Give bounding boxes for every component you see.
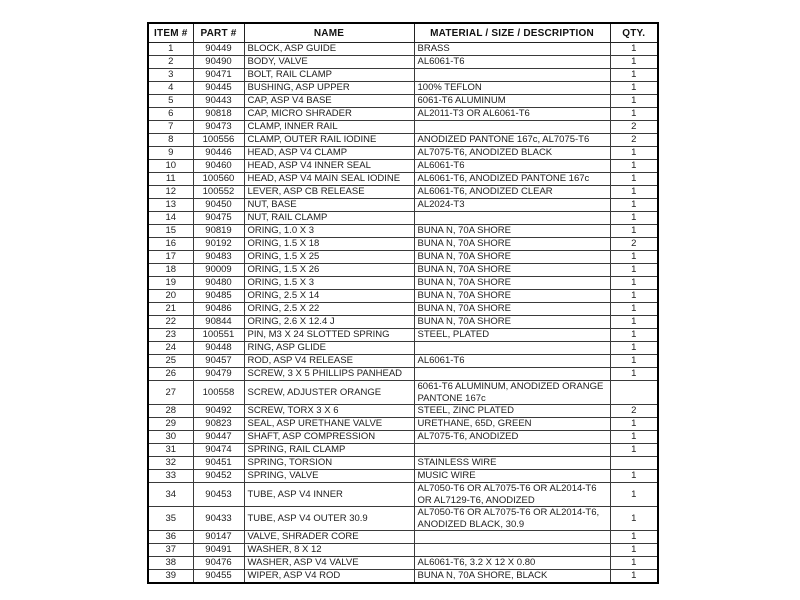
cell-qty: 1 [610,82,658,95]
cell-item: 10 [148,160,193,173]
table-row [148,418,658,431]
cell-name: CAP, MICRO SHRADER [244,108,414,121]
cell-material: AL6061-T6, 3.2 X 12 X 0.80 [414,557,610,570]
cell-item: 31 [148,444,193,457]
cell-qty [610,457,658,470]
cell-qty: 2 [610,238,658,251]
table-row [148,457,658,470]
cell-item: 37 [148,544,193,557]
col-header-qty: QTY. [610,23,658,43]
cell-item: 23 [148,329,193,342]
cell-qty: 1 [610,147,658,160]
cell-part: 90447 [193,431,244,444]
cell-item: 36 [148,531,193,544]
table-row [148,557,658,570]
cell-qty: 1 [610,570,658,584]
table-row [148,381,658,405]
cell-material: BUNA N, 70A SHORE [414,251,610,264]
cell-material: STAINLESS WIRE [414,457,610,470]
cell-qty: 1 [610,212,658,225]
cell-name: CAP, ASP V4 BASE [244,95,414,108]
cell-material: BUNA N, 70A SHORE [414,303,610,316]
cell-name: WASHER, ASP V4 VALVE [244,557,414,570]
cell-material: BUNA N, 70A SHORE [414,225,610,238]
cell-qty: 1 [610,277,658,290]
cell-qty: 1 [610,329,658,342]
cell-name: ORING, 1.5 X 25 [244,251,414,264]
cell-material [414,69,610,82]
cell-part: 90475 [193,212,244,225]
cell-material: STEEL, ZINC PLATED [414,405,610,418]
cell-name: ORING, 2.5 X 14 [244,290,414,303]
cell-item: 17 [148,251,193,264]
parts-table [147,22,659,584]
cell-name: SPRING, VALVE [244,470,414,483]
col-header-material: MATERIAL / SIZE / DESCRIPTION [414,23,610,43]
cell-qty [610,381,658,405]
cell-material: ANODIZED PANTONE 167c, AL7075-T6 [414,134,610,147]
table-row [148,303,658,316]
table-row [148,160,658,173]
cell-part: 90443 [193,95,244,108]
cell-part: 90471 [193,69,244,82]
table-row [148,470,658,483]
table-row [148,544,658,557]
cell-name: PIN, M3 X 24 SLOTTED SPRING [244,329,414,342]
cell-name: SCREW, 3 X 5 PHILLIPS PANHEAD [244,368,414,381]
table-row [148,355,658,368]
cell-item: 13 [148,199,193,212]
cell-qty: 1 [610,225,658,238]
cell-part: 90492 [193,405,244,418]
cell-name: ORING, 2.5 X 22 [244,303,414,316]
table-row [148,173,658,186]
cell-qty: 1 [610,290,658,303]
cell-material: AL6061-T6 [414,56,610,69]
cell-material [414,342,610,355]
cell-part: 90819 [193,225,244,238]
cell-item: 34 [148,483,193,507]
cell-part: 100558 [193,381,244,405]
cell-name: ORING, 1.0 X 3 [244,225,414,238]
table-row [148,277,658,290]
cell-material: BUNA N, 70A SHORE [414,264,610,277]
col-header-name: NAME [244,23,414,43]
cell-name: HEAD, ASP V4 INNER SEAL [244,160,414,173]
cell-part: 90448 [193,342,244,355]
table-row [148,368,658,381]
cell-qty: 2 [610,134,658,147]
cell-qty: 1 [610,531,658,544]
cell-part: 90483 [193,251,244,264]
cell-part: 90480 [193,277,244,290]
table-row [148,251,658,264]
cell-name: ROD, ASP V4 RELEASE [244,355,414,368]
cell-item: 18 [148,264,193,277]
cell-item: 35 [148,507,193,531]
table-row [148,264,658,277]
cell-name: SCREW, ADJUSTER ORANGE [244,381,414,405]
cell-material [414,531,610,544]
cell-qty: 1 [610,43,658,56]
cell-item: 16 [148,238,193,251]
cell-part: 90476 [193,557,244,570]
cell-name: SCREW, TORX 3 X 6 [244,405,414,418]
cell-material: 6061-T6 ALUMINUM [414,95,610,108]
cell-part: 100556 [193,134,244,147]
cell-qty: 2 [610,121,658,134]
cell-name: NUT, BASE [244,199,414,212]
cell-material: BUNA N, 70A SHORE [414,290,610,303]
table-row [148,134,658,147]
table-row [148,108,658,121]
cell-part: 90445 [193,82,244,95]
col-header-item: ITEM # [148,23,193,43]
cell-qty: 1 [610,368,658,381]
cell-name: LEVER, ASP CB RELEASE [244,186,414,199]
cell-qty: 1 [610,251,658,264]
cell-name: WIPER, ASP V4 ROD [244,570,414,584]
cell-part: 100551 [193,329,244,342]
cell-item: 30 [148,431,193,444]
table-row [148,531,658,544]
cell-part: 90457 [193,355,244,368]
table-row [148,238,658,251]
table-row [148,329,658,342]
cell-part: 100552 [193,186,244,199]
cell-item: 20 [148,290,193,303]
cell-material: BUNA N, 70A SHORE [414,316,610,329]
cell-item: 39 [148,570,193,584]
cell-name: TUBE, ASP V4 OUTER 30.9 [244,507,414,531]
cell-part: 100560 [193,173,244,186]
cell-qty: 1 [610,303,658,316]
cell-item: 15 [148,225,193,238]
cell-part: 90450 [193,199,244,212]
cell-item: 12 [148,186,193,199]
cell-material: AL6061-T6 [414,355,610,368]
cell-material: URETHANE, 65D, GREEN [414,418,610,431]
cell-part: 90844 [193,316,244,329]
cell-item: 32 [148,457,193,470]
cell-qty: 2 [610,405,658,418]
cell-name: ORING, 2.6 X 12.4 J [244,316,414,329]
cell-item: 5 [148,95,193,108]
cell-name: CLAMP, INNER RAIL [244,121,414,134]
cell-item: 1 [148,43,193,56]
cell-material: 100% TEFLON [414,82,610,95]
cell-part: 90479 [193,368,244,381]
cell-material: BUNA N, 70A SHORE [414,238,610,251]
cell-name: HEAD, ASP V4 CLAMP [244,147,414,160]
cell-qty: 1 [610,483,658,507]
cell-item: 21 [148,303,193,316]
cell-material: AL7075-T6, ANODIZED BLACK [414,147,610,160]
cell-material: AL6061-T6, ANODIZED PANTONE 167c [414,173,610,186]
cell-name: BODY, VALVE [244,56,414,69]
cell-part: 90446 [193,147,244,160]
cell-qty: 1 [610,264,658,277]
table-row [148,147,658,160]
cell-qty: 1 [610,160,658,173]
cell-qty: 1 [610,470,658,483]
cell-qty: 1 [610,544,658,557]
cell-qty: 1 [610,108,658,121]
cell-part: 90491 [193,544,244,557]
cell-material [414,368,610,381]
cell-item: 24 [148,342,193,355]
table-row [148,225,658,238]
cell-part: 90009 [193,264,244,277]
cell-name: BOLT, RAIL CLAMP [244,69,414,82]
cell-qty: 1 [610,355,658,368]
cell-part: 90823 [193,418,244,431]
cell-name: CLAMP, OUTER RAIL IODINE [244,134,414,147]
cell-item: 27 [148,381,193,405]
cell-material [414,212,610,225]
table-row [148,290,658,303]
cell-material: BUNA N, 70A SHORE, BLACK [414,570,610,584]
table-row [148,507,658,531]
cell-item: 14 [148,212,193,225]
table-row [148,212,658,225]
cell-item: 33 [148,470,193,483]
cell-name: VALVE, SHRADER CORE [244,531,414,544]
cell-name: SPRING, RAIL CLAMP [244,444,414,457]
cell-item: 29 [148,418,193,431]
cell-part: 90818 [193,108,244,121]
cell-qty: 1 [610,507,658,531]
cell-part: 90455 [193,570,244,584]
table-row [148,431,658,444]
cell-item: 28 [148,405,193,418]
table-body [148,43,658,584]
table-row [148,570,658,584]
cell-material: BRASS [414,43,610,56]
cell-qty: 1 [610,56,658,69]
table-row [148,405,658,418]
table-row [148,316,658,329]
cell-part: 90453 [193,483,244,507]
cell-part: 90473 [193,121,244,134]
cell-item: 6 [148,108,193,121]
cell-material: AL2011-T3 OR AL6061-T6 [414,108,610,121]
cell-name: RING, ASP GLIDE [244,342,414,355]
table-row [148,43,658,56]
cell-name: WASHER, 8 X 12 [244,544,414,557]
cell-material: AL6061-T6 [414,160,610,173]
cell-qty: 1 [610,444,658,457]
cell-part: 90474 [193,444,244,457]
cell-name: BUSHING, ASP UPPER [244,82,414,95]
cell-item: 25 [148,355,193,368]
cell-material: BUNA N, 70A SHORE [414,277,610,290]
cell-item: 4 [148,82,193,95]
cell-name: SEAL, ASP URETHANE VALVE [244,418,414,431]
cell-name: ORING, 1.5 X 26 [244,264,414,277]
cell-material: AL6061-T6, ANODIZED CLEAR [414,186,610,199]
cell-material: AL7050-T6 OR AL7075-T6 OR AL2014-T6, ANODIZED BLACK, 30.9 [414,507,610,531]
header-row [148,23,658,43]
cell-material [414,121,610,134]
cell-part: 90449 [193,43,244,56]
table-row [148,95,658,108]
table-row [148,69,658,82]
cell-item: 2 [148,56,193,69]
cell-name: TUBE, ASP V4 INNER [244,483,414,507]
cell-item: 19 [148,277,193,290]
cell-qty: 1 [610,418,658,431]
cell-part: 90485 [193,290,244,303]
cell-item: 3 [148,69,193,82]
cell-qty: 1 [610,95,658,108]
cell-name: BLOCK, ASP GUIDE [244,43,414,56]
cell-name: ORING, 1.5 X 3 [244,277,414,290]
cell-material: AL2024-T3 [414,199,610,212]
table-row [148,483,658,507]
cell-part: 90452 [193,470,244,483]
table-row [148,444,658,457]
cell-item: 11 [148,173,193,186]
cell-name: NUT, RAIL CLAMP [244,212,414,225]
table-row [148,199,658,212]
cell-qty: 1 [610,431,658,444]
cell-name: SPRING, TORSION [244,457,414,470]
table-row [148,82,658,95]
cell-qty: 1 [610,342,658,355]
cell-qty: 1 [610,69,658,82]
cell-material [414,544,610,557]
cell-item: 9 [148,147,193,160]
cell-material: 6061-T6 ALUMINUM, ANODIZED ORANGE PANTONE 167c [414,381,610,405]
cell-name: ORING, 1.5 X 18 [244,238,414,251]
cell-item: 38 [148,557,193,570]
cell-part: 90486 [193,303,244,316]
cell-material: AL7075-T6, ANODIZED [414,431,610,444]
cell-qty: 1 [610,199,658,212]
cell-material: STEEL, PLATED [414,329,610,342]
table-row [148,121,658,134]
table-row [148,56,658,69]
cell-part: 90433 [193,507,244,531]
cell-item: 26 [148,368,193,381]
cell-name: SHAFT, ASP COMPRESSION [244,431,414,444]
cell-qty: 1 [610,316,658,329]
cell-part: 90192 [193,238,244,251]
col-header-part: PART # [193,23,244,43]
cell-qty: 1 [610,186,658,199]
cell-material: AL7050-T6 OR AL7075-T6 OR AL2014-T6 OR AL7129-T6, ANODIZED [414,483,610,507]
cell-qty: 1 [610,557,658,570]
cell-part: 90460 [193,160,244,173]
cell-item: 22 [148,316,193,329]
cell-material [414,444,610,457]
cell-item: 7 [148,121,193,134]
table-row [148,186,658,199]
cell-name: HEAD, ASP V4 MAIN SEAL IODINE [244,173,414,186]
cell-part: 90147 [193,531,244,544]
cell-part: 90490 [193,56,244,69]
table-row [148,342,658,355]
cell-qty: 1 [610,173,658,186]
cell-material: MUSIC WIRE [414,470,610,483]
cell-part: 90451 [193,457,244,470]
cell-item: 8 [148,134,193,147]
